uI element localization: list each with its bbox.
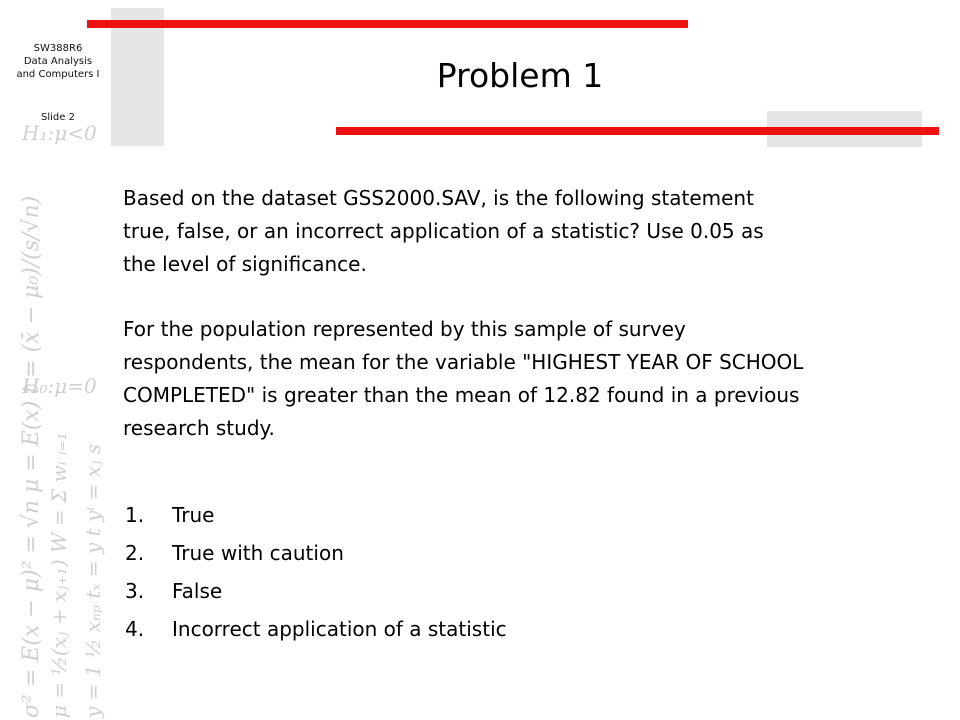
option-label: True [172,503,215,527]
option-number: 1. [125,503,145,527]
left-gray-bar [111,8,164,146]
course-title-line-2: and Computers I [16,69,100,80]
answer-option [125,572,825,610]
statement-line: research study. [123,416,275,440]
svg-text:y = 1 ½ xₙₚ tₓ = y t yⁱ: y = 1 ½ xₙₚ tₓ = y t yⁱ = xⱼ s [81,444,105,718]
title-underline-red-rule [336,127,939,135]
option-number: 2. [125,541,145,565]
option-label: Incorrect application of a statistic [172,617,507,641]
statement-paragraph [123,313,943,445]
answer-option [125,610,825,648]
top-red-rule [87,20,688,28]
option-label: True with caution [172,541,344,565]
answer-options-list [125,496,825,648]
question-line: true, false, or an incorrect application of a statistic? Use 0.05 as [123,219,764,243]
slide-number: Slide 2 [41,112,75,123]
svg-text:H₁:μ<0: H₁:μ<0 [22,121,97,145]
formula-watermark-graphic [0,118,118,720]
answer-option [125,496,825,534]
option-label: False [172,579,223,603]
question-line: Based on the dataset GSS2000.SAV, is the following statement [123,186,754,210]
option-number: 3. [125,579,145,603]
course-label [8,42,108,81]
statement-line: respondents, the mean for the variable "HIGHEST YEAR OF SCHOOL [123,350,804,374]
course-code: SW388R6 [33,43,83,54]
option-number: 4. [125,617,145,641]
svg-text:H₀:μ=0: H₀:μ=0 [22,374,97,398]
statement-line: COMPLETED" is greater than the mean of 12.82 found in a previous [123,383,800,407]
svg-text:μ = ½(xⱼ + xⱼ₊₁) W = Σ wᵢ: μ = ½(xⱼ + xⱼ₊₁) W = Σ wᵢ ᵢ₌₁ [47,432,71,718]
question-line: the level of significance. [123,252,367,276]
statement-line: For the population represented by this sample of survey [123,317,686,341]
svg-text:σ² = E(x − μ)² = √n μ = E(x): σ² = E(x − μ)² = √n μ = E(x) t = (x̄ − μ₀)/(s/√n) [19,195,44,718]
slide-title: Problem 1 [436,56,604,95]
course-title-line-1: Data Analysis [23,56,93,67]
answer-option [125,534,825,572]
formula-watermark [0,118,118,720]
slide-body [123,182,943,477]
question-paragraph [123,182,943,281]
